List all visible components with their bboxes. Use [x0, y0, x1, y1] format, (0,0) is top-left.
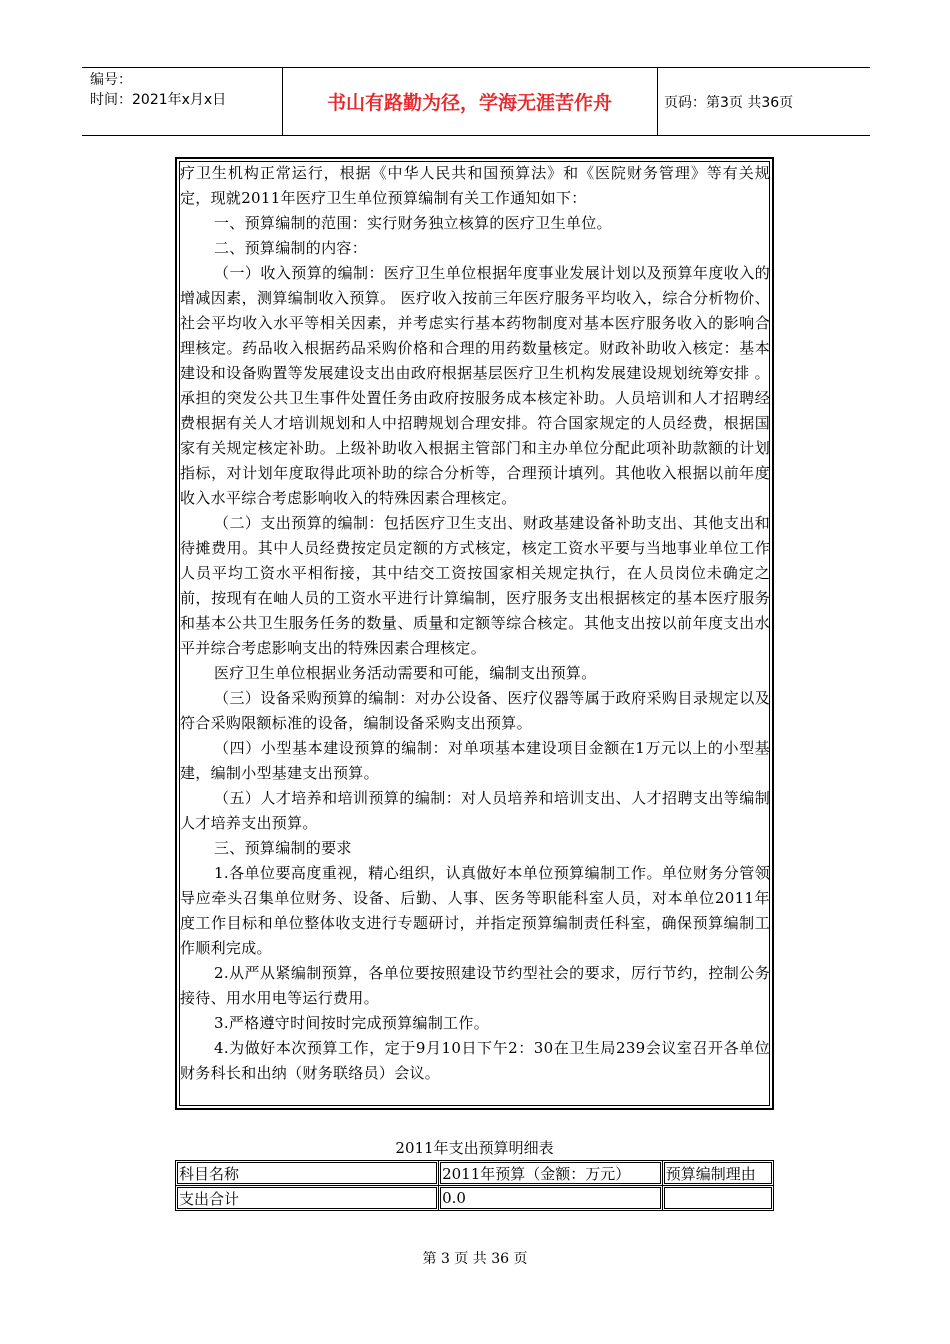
table-cell: 0.0	[439, 1186, 663, 1211]
document-time-label: 时间：2021年x月x日	[90, 92, 227, 108]
paragraph: （二）支出预算的编制：包括医疗卫生支出、财政基建设备补助支出、其他支出和待摊费用。其中人员经费按定员定额的方式核定，核定工资水平要与当地事业单位工作人员平均工资水平相衔接，其中结交工资按国家相关规定执行，在人员岗位未确定之前，按现有在岫人员的工资水平进行计算编制，医疗服务支出根据核定的基本医疗服务和基本公共卫生服务任务的数量、质量和定额等综合核定。其他支出按以前年度支出水平并综合考虑影响支出的特殊因素合理核定。	[180, 514, 770, 657]
table-row	[176, 1186, 774, 1211]
page-footer: 第 3 页 共 36 页	[422, 1251, 528, 1267]
budget-table	[175, 1160, 774, 1211]
table-header-cell: 科目名称	[176, 1161, 439, 1186]
header-meta	[90, 70, 226, 110]
paragraph: 一、预算编制的范围：实行财务独立核算的医疗卫生单位。	[214, 214, 612, 232]
header-bottom-rule	[82, 135, 870, 136]
paragraph: 1.各单位要高度重视，精心组织，认真做好本单位预算编制工作。单位财务分管领导应牵头召集单位财务、设备、后勤、人事、医务等职能科室人员，对本单位2011年度工作目标和单位整体收支进行专题研讨，并指定预算编制责任科室，确保预算编制工作顺利完成。	[180, 864, 770, 957]
paragraph: 二、预算编制的内容：	[214, 239, 368, 257]
table-title: 2011年支出预算明细表	[395, 1139, 554, 1157]
header-motto: 书山有路勤为径，学海无涯苦作舟	[326, 92, 612, 114]
paragraph: 医疗卫生单位根据业务活动需要和可能，编制支出预算。	[214, 664, 597, 682]
paragraph: （五）人才培养和培训预算的编制：对人员培养和培训支出、人才招聘支出等编制人才培养支出预算。	[180, 789, 770, 832]
table-header-row	[176, 1161, 774, 1186]
paragraph: （三）设备采购预算的编制：对办公设备、医疗仪器等属于政府采购目录规定以及符合采购限额标准的设备，编制设备采购支出预算。	[180, 689, 770, 732]
header-divider-right	[657, 67, 658, 135]
table-header-cell: 预算编制理由	[662, 1161, 773, 1186]
table-cell: 支出合计	[176, 1186, 439, 1211]
paragraph: 疗卫生机构正常运行，根据《中华人民共和国预算法》和《医院财务管理》等有关规定，现就2011年医疗卫生单位预算编制有关工作通知如下：	[180, 164, 770, 207]
table-header-cell: 2011年预算（金额：万元）	[439, 1161, 663, 1186]
paragraph: 3.严格遵守时间按时完成预算编制工作。	[214, 1014, 490, 1032]
body-text	[180, 161, 770, 1086]
paragraph: （四）小型基本建设预算的编制：对单项基本建设项目金额在1万元以上的小型基建，编制小型基建支出预算。	[180, 739, 770, 782]
paragraph: （一）收入预算的编制：医疗卫生单位根据年度事业发展计划以及预算年度收入的增减因素，测算编制收入预算。 医疗收入按前三年医疗服务平均收入，综合分析物价、社会平均收入水平等相关因素，并考虑实行基本药物制度对基本医疗服务收入的影响合理核定。药品收入根据药品采购价格和合理的用药数量核定。财政补助收入核定：基本建设和设备购置等发展建设支出由政府根据基层医疗卫生机构发展建设规划统筹安排 。承担的突发公共卫生事件处置任务由政府按服务成本核定补助。人员培训和人才招聘经费根据有关人才培训规划和人中招聘规划合理安排。符合国家规定的人员经费，根据国家有关规定核定补助。上级补助收入根据主管部门和主办单位分配此项补助款额的计划指标，对计划年度取得此项补助的综合分析等，合理预计填列。其他收入根据以前年度收入水平综合考虑影响收入的特殊因素合理核定。	[180, 264, 770, 507]
table-cell	[662, 1186, 773, 1211]
paragraph: 4.为做好本次预算工作，定于9月10日下午2：30在卫生局239会议室召开各单位财务科长和出纳（财务联络员）会议。	[180, 1039, 770, 1082]
paragraph: 三、预算编制的要求	[214, 839, 352, 857]
header-top-rule	[82, 67, 870, 68]
paragraph: 2.从严从紧编制预算，各单位要按照建设节约型社会的要求，厉行节约，控制公务接待、用水用电等运行费用。	[180, 964, 770, 1007]
header-page-code: 页码：第3页 共36页	[664, 95, 794, 111]
document-number-label: 编号：	[90, 72, 132, 88]
